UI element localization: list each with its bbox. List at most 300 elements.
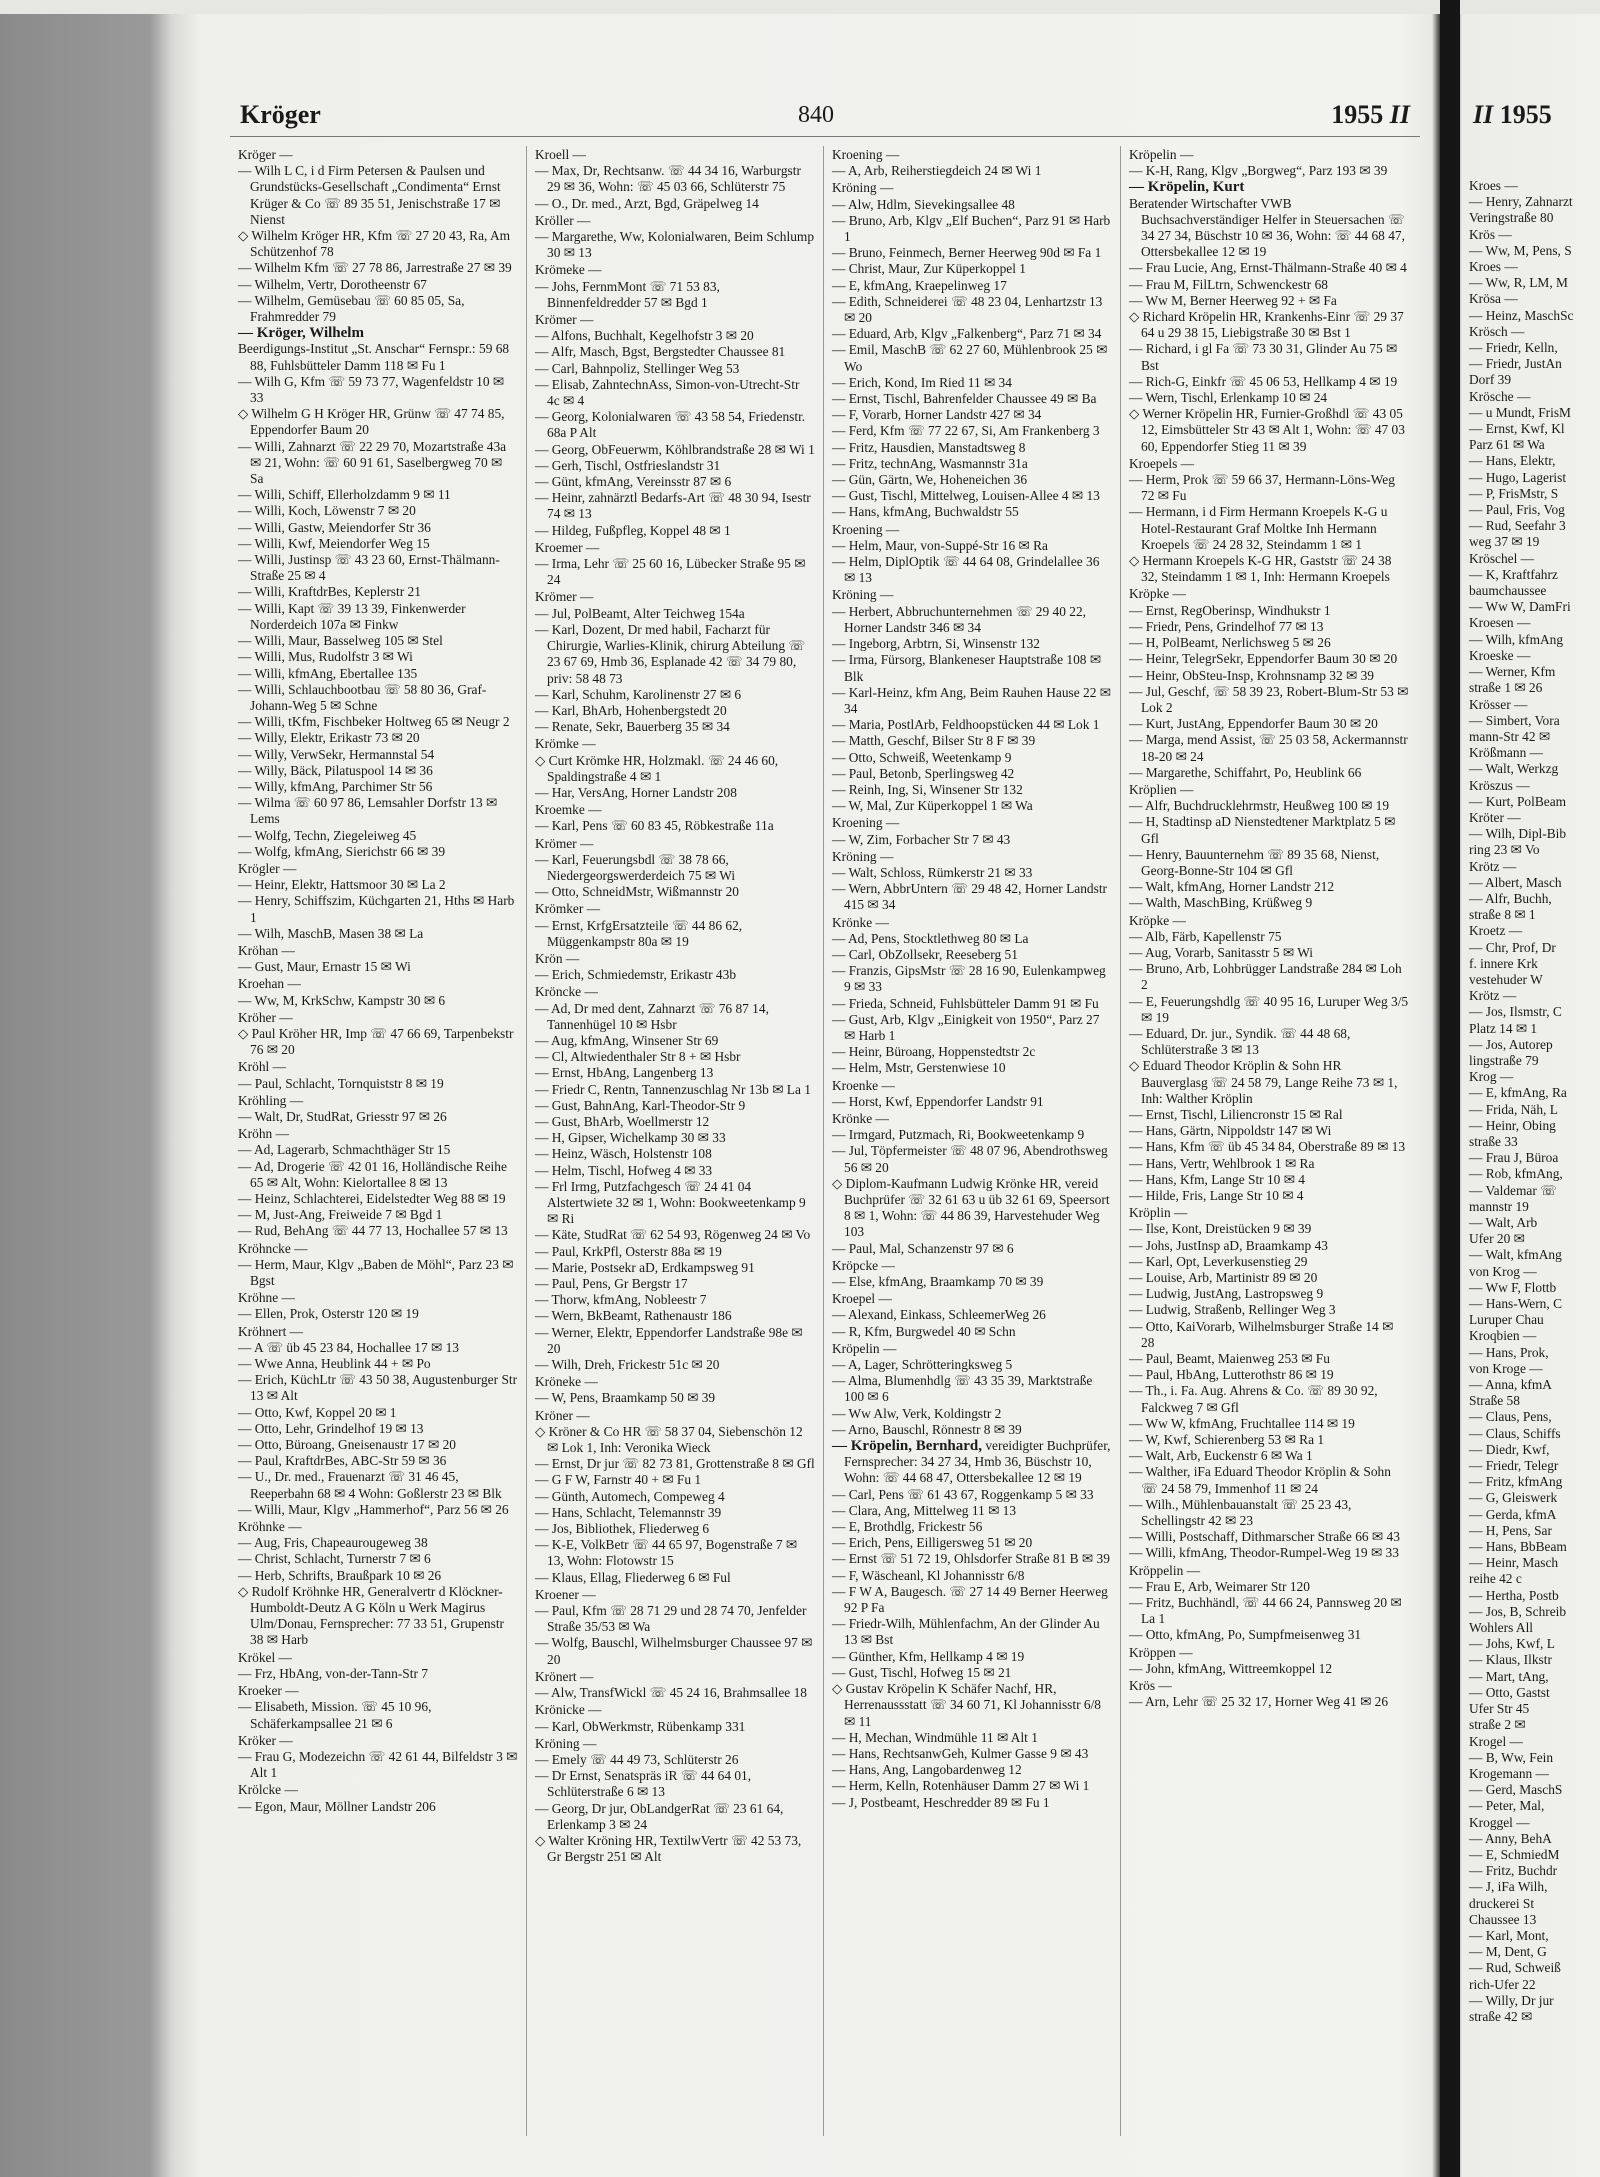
- directory-entry: — Willi, tKfm, Fischbeker Holtweg 65 ✉ Neugr 2: [238, 714, 510, 730]
- surname-heading: Kröppen —: [1129, 1644, 1193, 1660]
- directory-entry: — Wolfg, Bauschl, Wilhelmsburger Chaussee 97 ✉ 20: [535, 1635, 813, 1667]
- facing-page-line: — Gerd, MaschS: [1469, 1782, 1563, 1798]
- surname-heading: Krönke —: [832, 1110, 889, 1126]
- directory-entry: — Ww W, kfmAng, Fruchtallee 114 ✉ 19: [1129, 1415, 1355, 1431]
- directory-entry: — Wilh, MaschB, Masen 38 ✉ La: [238, 925, 424, 941]
- directory-entry: — Willi, Mus, Rudolfstr 3 ✉ Wi: [238, 649, 413, 665]
- facing-page-line: Krogemann —: [1469, 1765, 1549, 1781]
- directory-entry: — Willi, Kwf, Meiendorfer Weg 15: [238, 535, 430, 551]
- directory-entry: — Otto, SchneidMstr, Wißmannstr 20: [535, 884, 739, 900]
- facing-page-line: — Diedr, Kwf,: [1469, 1441, 1550, 1457]
- surname-heading: Kroehan —: [238, 976, 301, 992]
- column-1: [230, 146, 527, 2136]
- directory-entry: — Herbert, Abbruchunternehmen ☏ 29 40 22, Horner Landstr 346 ✉ 34: [832, 603, 1086, 635]
- facing-page-line: Platz 14 ✉ 1: [1469, 1020, 1538, 1036]
- directory-entry: — Heinz, Wäsch, Holstenstr 108: [535, 1146, 712, 1162]
- directory-entry: — A ☏ üb 45 23 84, Hochallee 17 ✉ 13: [238, 1339, 459, 1355]
- facing-page-line: — B, Ww, Fein: [1469, 1749, 1554, 1765]
- directory-entry: — A, Arb, Reiherstiegdeich 24 ✉ Wi 1: [832, 163, 1042, 179]
- directory-entry: — Willi, Zahnarzt ☏ 22 29 70, Mozartstraße 43a ✉ 21, Wohn: ☏ 60 91 61, Saselbergweg 70 ✉ Sa: [238, 438, 507, 487]
- directory-entry: — Walt, Arb, Euckenstr 6 ✉ Wa 1: [1129, 1448, 1313, 1464]
- directory-entry: — Hans, RechtsanwGeh, Kulmer Gasse 9 ✉ 43: [832, 1745, 1089, 1761]
- facing-page-line: — Claus, Pens,: [1469, 1409, 1552, 1425]
- directory-entry: ◇ Kröner & Co HR ☏ 58 37 04, Siebenschön 12 ✉ Lok 1, Inh: Veronika Wieck: [535, 1423, 803, 1456]
- surname-heading: Kroener —: [535, 1586, 596, 1602]
- facing-page-line: — Mart, tAng,: [1469, 1668, 1549, 1684]
- directory-entry: — Ernst ☏ 51 72 19, Ohlsdorfer Straße 81 B ✉ 39: [832, 1551, 1110, 1567]
- directory-entry: — Emil, MaschB ☏ 62 27 60, Mühlenbrook 25 ✉ Wo: [832, 342, 1108, 374]
- directory-entry: — Heinr, zahnärztl Bedarfs-Art ☏ 48 30 94, Isestr 74 ✉ 13: [535, 490, 811, 522]
- running-head-name: Kröger: [240, 100, 321, 129]
- facing-page-line: — H, Pens, Sar: [1469, 1522, 1552, 1538]
- directory-entry: — Helm, DiplOptik ☏ 44 64 08, Grindelallee 36 ✉ 13: [832, 554, 1100, 586]
- directory-entry: — Edith, Schneiderei ☏ 48 23 04, Lenhartzstr 13 ✉ 20: [832, 293, 1103, 326]
- directory-entry: — Paul, KrkPfl, Osterstr 88a ✉ 19: [535, 1243, 722, 1259]
- directory-entry: — Hans, Ang, Langobardenweg 12: [832, 1762, 1022, 1778]
- directory-entry: — Margarethe, Schiffahrt, Po, Heublink 66: [1129, 764, 1362, 780]
- surname-heading: Kröncke —: [535, 984, 598, 1000]
- facing-page-line: — Friedr, JustAn: [1469, 356, 1562, 372]
- facing-page-line: — Wilh, kfmAng: [1469, 631, 1564, 647]
- directory-entry: — Else, kfmAng, Braamkamp 70 ✉ 39: [832, 1274, 1044, 1290]
- facing-page-line: straße 2 ✉: [1469, 1717, 1526, 1733]
- facing-page-line: — Claus, Schiffs: [1469, 1425, 1561, 1441]
- directory-entry: — Alma, Blumenhdlg ☏ 43 35 39, Marktstraße 100 ✉ 6: [832, 1373, 1093, 1405]
- directory-entry: — Wilh, Dreh, Frickestr 51c ✉ 20: [535, 1357, 720, 1373]
- directory-entry: — H, PolBeamt, Nerlichsweg 5 ✉ 26: [1129, 635, 1331, 651]
- directory-entry: — Karl, Pens ☏ 60 83 45, Röbkestraße 11a: [535, 818, 774, 834]
- directory-entry: — Hans, Schlacht, Telemannstr 39: [535, 1504, 722, 1520]
- directory-entry: — Ernst, Tischl, Bahrenfelder Chaussee 49 ✉ Ba: [832, 391, 1097, 407]
- facing-page-line: Wohlers All: [1469, 1620, 1534, 1636]
- facing-page-line: Kröschel —: [1469, 550, 1535, 566]
- directory-entry: — R, Kfm, Burgwedel 40 ✉ Schn: [832, 1323, 1016, 1339]
- directory-entry: — Willy, kfmAng, Parchimer Str 56: [238, 778, 433, 794]
- facing-page-line: — Rud, Seefahr 3: [1469, 518, 1566, 534]
- directory-entry: — Karl, ObWerkmstr, Rübenkamp 331: [535, 1718, 746, 1734]
- directory-entry: — Henry, Bauunternehm ☏ 89 35 68, Nienst, Georg-Bonne-Str 104 ✉ Gfl: [1129, 846, 1380, 878]
- facing-page-line: — Rud, Schweiß: [1469, 1960, 1561, 1976]
- facing-page-line: Kroesen —: [1469, 615, 1531, 631]
- directory-entry: — Karl, Feuerungsbdl ☏ 38 78 66, Niedergeorgswerderdeich 75 ✉ Wi: [535, 851, 736, 883]
- directory-entry: — Günt, kfmAng, Vereinsstr 87 ✉ 6: [535, 474, 732, 490]
- directory-entry: — Ad, Dr med dent, Zahnarzt ☏ 76 87 14, Tannenhügel 10 ✉ Hsbr: [535, 1000, 769, 1032]
- facing-page-line: — Jos, Autorep: [1469, 1036, 1553, 1052]
- surname-heading: Krönert —: [535, 1668, 594, 1684]
- directory-entry: — H, Gipser, Wichelkamp 30 ✉ 33: [535, 1130, 726, 1146]
- directory-entry: — Ww M, Berner Heerweg 92 + ✉ Fa: [1129, 292, 1337, 308]
- facing-page-line: Krötz —: [1469, 858, 1517, 874]
- facing-page-line: Krößmann —: [1469, 745, 1544, 761]
- facing-page-line: — Heinr, Obing: [1469, 1117, 1556, 1133]
- facing-page-line: Chaussee 13: [1469, 1911, 1537, 1927]
- directory-entry: — Willi, Postschaff, Dithmarscher Straße 66 ✉ 43: [1129, 1529, 1400, 1545]
- directory-entry: — Rich-G, Einkfr ☏ 45 06 53, Hellkamp 4 ✉ 19: [1129, 373, 1398, 389]
- surname-heading: Krömer —: [535, 835, 594, 851]
- directory-entry: — Willy, Elektr, Erikastr 73 ✉ 20: [238, 730, 420, 746]
- directory-entry: ◇ Paul Kröher HR, Imp ☏ 47 66 69, Tarpenbekstr 76 ✉ 20: [238, 1025, 514, 1058]
- directory-entry: — Elisab, ZahntechnAss, Simon-von-Utrecht-Str 4c ✉ 4: [535, 376, 800, 409]
- facing-page-line: Krösser —: [1469, 696, 1528, 712]
- surname-heading: Krönke —: [832, 914, 889, 930]
- facing-page-line: Krog —: [1469, 1069, 1514, 1085]
- directory-entry: — Frau M, FilLtrn, Schwenckestr 68: [1129, 276, 1328, 292]
- facing-page-line: — K, Kraftfahrz: [1469, 566, 1558, 582]
- directory-entry: ◇ Walter Kröning HR, TextilwVertr ☏ 42 53 73, Gr Bergstr 251 ✉ Alt: [535, 1832, 802, 1865]
- directory-entry: — Willy, Bäck, Pilatuspool 14 ✉ 36: [238, 762, 433, 778]
- directory-entry: — Heinz, Schlachterei, Eidelstedter Weg 88 ✉ 19: [238, 1191, 506, 1206]
- surname-heading: Kröning —: [832, 848, 894, 864]
- directory-entry: — Gün, Gärtn, We, Hoheneichen 36: [832, 472, 1028, 488]
- directory-entry: — Matth, Geschf, Bilser Str 8 F ✉ 39: [832, 733, 1036, 749]
- surname-heading: Kröning —: [832, 587, 894, 603]
- directory-entry: — Christ, Maur, Zur Küperkoppel 1: [832, 261, 1026, 277]
- directory-entry: — Wilhelm, Gemüsebau ☏ 60 85 05, Sa, Frahmredder 79: [238, 292, 465, 325]
- directory-entry: — Dr Ernst, Senatspräs iR ☏ 44 64 01, Schlüterstraße 6 ✉ 13: [535, 1768, 752, 1800]
- facing-page-line: Krötz —: [1469, 988, 1517, 1004]
- page-header: [230, 96, 1420, 137]
- directory-entry: — Hans, Kfm, Lange Str 10 ✉ 4: [1129, 1171, 1305, 1187]
- directory-entry: ◇ Wilhelm Kröger HR, Kfm ☏ 27 20 43, Ra, Am Schützenhof 78: [238, 228, 511, 260]
- directory-entry: — W, Pens, Braamkamp 50 ✉ 39: [535, 1390, 716, 1406]
- column-2: [527, 146, 824, 2136]
- facing-page-line: — Hans-Wern, C: [1469, 1296, 1563, 1312]
- facing-page-line: — Heinr, Masch: [1469, 1555, 1559, 1571]
- directory-entry: — A, Lager, Schrötteringksweg 5: [832, 1357, 1013, 1373]
- directory-entry: — Käte, StudRat ☏ 62 54 93, Rögenweg 24 ✉ Vo: [535, 1227, 811, 1243]
- facing-page-line: — Anny, BehA: [1469, 1830, 1552, 1846]
- facing-page-line: — Rob, kfmAng,: [1469, 1166, 1563, 1182]
- surname-heading: Kroening —: [832, 521, 900, 537]
- directory-entry: — Ernst, Dr jur ☏ 82 73 81, Grottenstraße 8 ✉ Gfl: [535, 1456, 815, 1472]
- directory-entry: — Ilse, Kont, Dreistücken 9 ✉ 39: [1129, 1221, 1312, 1237]
- surname-heading: Kröplin —: [1129, 1205, 1188, 1221]
- facing-page-line: Krös —: [1469, 226, 1512, 242]
- facing-page-line: Krösa —: [1469, 291, 1518, 307]
- directory-entry: — Frieda, Schneid, Fuhlsbütteler Damm 91 ✉ Fu: [832, 995, 1099, 1011]
- directory-entry: — Willi, Maur, Basselweg 105 ✉ Stel: [238, 633, 443, 649]
- surname-heading: Kroenke —: [832, 1077, 895, 1093]
- directory-entry: — Paul, Mal, Schanzenstr 97 ✉ 6: [832, 1240, 1014, 1256]
- directory-entry: — K-E, VolkBetr ☏ 44 65 97, Bogenstraße 7 ✉ 13, Wohn: Flotowstr 15: [535, 1537, 798, 1569]
- directory-entry: — Herm, Maur, Klgv „Baben de Möhl“, Parz 23 ✉ Bgst: [238, 1256, 514, 1289]
- directory-entry: — Willi, KraftdrBes, Keplerstr 21: [238, 584, 421, 600]
- directory-entry: — Marga, mend Assist, ☏ 25 03 58, Ackermannstr 18-20 ✉ 24: [1129, 732, 1408, 764]
- directory-entry: — Wern, BkBeamt, Rathenaustr 186: [535, 1308, 732, 1324]
- directory-entry: — Horst, Kwf, Eppendorfer Landstr 91: [832, 1093, 1044, 1109]
- directory-entry: — Bruno, Arb, Klgv „Elf Buchen“, Parz 91 ✉ Harb 1: [832, 212, 1111, 245]
- directory-entry: — Friedr, Pens, Grindelhof 77 ✉ 13: [1129, 618, 1324, 634]
- directory-entry: — Hildeg, Fußpfleg, Koppel 48 ✉ 1: [535, 522, 731, 538]
- directory-entry: — Gust, Tischl, Mittelweg, Louisen-Allee 4 ✉ 13: [832, 488, 1100, 504]
- directory-entry: — Irmgard, Putzmach, Ri, Bookweetenkamp 9: [832, 1127, 1085, 1143]
- surname-heading: Kröpcke —: [832, 1257, 895, 1273]
- facing-page-line: Kröszus —: [1469, 777, 1530, 793]
- facing-page-line: — Hans, Elektr,: [1469, 453, 1556, 469]
- directory-entry: — Wwe Anna, Heublink 44 + ✉ Po: [238, 1356, 431, 1372]
- directory-entry: — Georg, ObFeuerwm, Köhlbrandstraße 28 ✉ Wi 1: [535, 441, 815, 457]
- facing-page-line: Kroes —: [1469, 178, 1518, 193]
- directory-entry: — Alexand, Einkass, SchleemerWeg 26: [832, 1307, 1046, 1323]
- directory-entry: — Ernst, Tischl, Liliencronstr 15 ✉ Ral: [1129, 1106, 1343, 1122]
- surname-heading: Kröneke —: [535, 1374, 598, 1390]
- page-number: 840: [798, 102, 834, 128]
- directory-entry: — Ad, Drogerie ☏ 42 01 16, Holländische Reihe 65 ✉ Alt, Wohn: Kielortallee 8 ✉ 13: [238, 1158, 507, 1190]
- directory-entry: — Paul, Pens, Gr Bergstr 17: [535, 1276, 688, 1292]
- facing-page-line: mann-Str 42 ✉: [1469, 728, 1551, 744]
- facing-page-lines: [1469, 178, 1600, 2025]
- facing-page-line: druckerei St: [1469, 1895, 1535, 1911]
- directory-entry: ◇ Richard Kröpelin HR, Krankenhs-Einr ☏ 29 37 64 u 29 38 15, Liebigstraße 30 ✉ Bst 1: [1129, 309, 1404, 341]
- facing-page-line: — P, FrisMstr, S: [1469, 485, 1559, 501]
- directory-entry: — Kröger, Wilhelm: [238, 325, 364, 342]
- surname-heading: Kröpelin —: [1129, 147, 1194, 162]
- directory-entry: Beerdigungs-Institut „St. Anschar“ Fernspr.: 59 68 88, Fuhlsbütteler Damm 118 ✉ Fu 1: [238, 341, 510, 373]
- directory-entry: — Johs, JustInsp aD, Braamkamp 43: [1129, 1237, 1328, 1253]
- directory-entry: — Rud, BehAng ☏ 44 77 13, Hochallee 57 ✉ 13: [238, 1223, 508, 1239]
- directory-entry: — Herb, Schrifts, Braußpark 10 ✉ 26: [238, 1567, 442, 1583]
- directory-entry: — K-H, Rang, Klgv „Borgweg“, Parz 193 ✉ 39: [1129, 163, 1388, 179]
- directory-entry: — E, Brothdlg, Frickestr 56: [832, 1519, 983, 1535]
- directory-entry: — Paul, KraftdrBes, ABC-Str 59 ✉ 36: [238, 1453, 447, 1469]
- directory-entry: — Arn, Lehr ☏ 25 32 17, Horner Weg 41 ✉ 26: [1129, 1694, 1389, 1710]
- facing-page-line: — Willy, Dr jur: [1469, 1992, 1554, 2008]
- facing-page-line: — Kurt, PolBeam: [1469, 793, 1567, 809]
- surname-heading: Kröplien —: [1129, 781, 1194, 797]
- facing-page-line: baumchaussee: [1469, 583, 1547, 599]
- directory-entry: — Wilhelm Kfm ☏ 27 78 86, Jarrestraße 27 ✉ 39: [238, 260, 512, 276]
- facing-page-line: — Fritz, Buchdr: [1469, 1863, 1558, 1879]
- directory-entry: — E, Feuerungshdlg ☏ 40 95 16, Luruper Weg 3/5 ✉ 19: [1129, 993, 1409, 1025]
- directory-entry: — Paul, Schlacht, Tornquiststr 8 ✉ 19: [238, 1075, 444, 1091]
- facing-page-line: — Frida, Näh, L: [1469, 1101, 1558, 1117]
- directory-entry: — Clara, Ang, Mittelweg 11 ✉ 13: [832, 1502, 1017, 1518]
- facing-page-strip: [1465, 96, 1600, 2156]
- surname-heading: Kröhne —: [238, 1290, 295, 1306]
- directory-entry: — Alw, TransfWickl ☏ 45 24 16, Brahmsallee 18: [535, 1685, 807, 1701]
- directory-entry: — Gust, Tischl, Hofweg 15 ✉ 21: [832, 1664, 1012, 1680]
- directory-entry: — Kröpelin, Bernhard, vereidigter Buchprüfer, Fernsprecher: 34 27 34, Hmb 36, Büschstr 10, Wohn: ☏ 44 68 47, Ottersbekallee 12 ✉ 19: [832, 1438, 1111, 1486]
- column-3: [824, 146, 1121, 2136]
- directory-entry: — Frau E, Arb, Weimarer Str 120: [1129, 1578, 1310, 1594]
- facing-page-line: — Hertha, Postb: [1469, 1587, 1559, 1603]
- surname-heading: Krös —: [1129, 1678, 1172, 1694]
- surname-heading: Kröher —: [238, 1009, 293, 1025]
- facing-page-line: — Valdemar ☏: [1469, 1182, 1557, 1198]
- surname-heading: Krömer —: [535, 312, 594, 328]
- directory-entry: — Christ, Schlacht, Turnerstr 7 ✉ 6: [238, 1551, 431, 1567]
- directory-entry: — Fritz, Buchhändl, ☏ 44 66 24, Pannsweg 20 ✉ La 1: [1129, 1595, 1402, 1627]
- facing-page-line: lingstraße 79: [1469, 1052, 1539, 1068]
- facing-page-line: — Hans, BbBeam: [1469, 1539, 1567, 1555]
- directory-entry: — Helm, Mstr, Gerstenwiese 10: [832, 1060, 1006, 1076]
- directory-entry: — Henry, Schiffszim, Küchgarten 21, Hths ✉ Harb 1: [238, 893, 515, 925]
- facing-page-line: — Ww, R, LM, M: [1469, 275, 1568, 291]
- surname-heading: Kröhncke —: [238, 1240, 308, 1256]
- facing-page-line: von Krog —: [1469, 1263, 1537, 1279]
- directory-entry: — Alw, Hdlm, Sievekingsallee 48: [832, 196, 1015, 212]
- directory-entry: — Willi, kfmAng, Theodor-Rumpel-Weg 19 ✉ 33: [1129, 1545, 1399, 1561]
- directory-entry: — Richard, i gl Fa ☏ 73 30 31, Glinder Au 75 ✉ Bst: [1129, 341, 1398, 373]
- directory-entry: — Ernst, RegOberinsp, Windhukstr 1: [1129, 602, 1331, 618]
- facing-page-line: — Paul, Fris, Vog: [1469, 502, 1565, 518]
- directory-entry: — Kröpelin, Kurt: [1129, 179, 1245, 196]
- surname-heading: Kröhan —: [238, 942, 295, 958]
- directory-entry: — Renate, Sekr, Bauerberg 35 ✉ 34: [535, 719, 730, 735]
- directory-entry: — Wilh G, Kfm ☏ 59 73 77, Wagenfeldstr 10 ✉ 33: [238, 373, 505, 406]
- directory-entry: — Th., i. Fa. Aug. Ahrens & Co. ☏ 89 30 92, Falckweg 7 ✉ Gfl: [1129, 1383, 1378, 1415]
- directory-entry: — Herm, Prok ☏ 59 66 37, Hermann-Löns-Weg 72 ✉ Fu: [1129, 472, 1395, 504]
- directory-entry: — Frl Irmg, Putzfachgesch ☏ 24 41 04 Alstertwiete 32 ✉ 1, Wohn: Bookweetenkamp 9 ✉ Ri: [535, 1178, 806, 1227]
- directory-entry: — Ernst, KrfgErsatzteile ☏ 44 86 62, Müggenkampstr 80a ✉ 19: [535, 917, 743, 949]
- facing-page-line: — Johs, Kwf, L: [1469, 1636, 1555, 1652]
- facing-page-line: — Alfr, Buchh,: [1469, 890, 1552, 906]
- facing-page-line: — Wilh, Dipl-Bib: [1469, 826, 1567, 842]
- directory-entry: — Hans, Gärtn, Nippoldstr 147 ✉ Wi: [1129, 1123, 1332, 1139]
- directory-entry: — Alb, Färb, Kapellenstr 75: [1129, 928, 1282, 944]
- directory-entry: — Cl, Altwiedenthaler Str 8 + ✉ Hsbr: [535, 1049, 741, 1065]
- directory-entry: — Erich, KüchLtr ☏ 43 50 38, Augustenburger Str 13 ✉ Alt: [238, 1372, 518, 1404]
- facing-page-line: — Ww, M, Pens, S: [1469, 242, 1572, 258]
- surname-heading: Kröning —: [535, 1735, 597, 1751]
- directory-entry: — F, Vorarb, Horner Landstr 427 ✉ 34: [832, 407, 1042, 423]
- directory-entry: — Wilma ☏ 60 97 86, Lemsahler Dorfstr 13 ✉ Lems: [238, 795, 498, 827]
- facing-page-line: — Heinz, MaschSc: [1469, 307, 1574, 323]
- directory-entry: — Wolfg, kfmAng, Sierichstr 66 ✉ 39: [238, 843, 446, 859]
- directory-entry: — Walt, Schloss, Rümkerstr 21 ✉ 33: [832, 864, 1033, 880]
- directory-entry: — Aug, Fris, Chapeaurougeweg 38: [238, 1535, 428, 1551]
- directory-entry: — Gust, BhArb, Woellmerstr 12: [535, 1113, 710, 1129]
- directory-entry: — Otto, kfmAng, Po, Sumpfmeisenweg 31: [1129, 1627, 1362, 1643]
- directory-entry: ◇ Hermann Kroepels K-G HR, Gaststr ☏ 24 38 32, Steindamm 1 ✉ 1, Inh: Hermann Kroepels: [1129, 553, 1392, 585]
- facing-page-line: straße 1 ✉ 26: [1469, 680, 1543, 696]
- facing-page-line: straße 33: [1469, 1133, 1518, 1149]
- directory-entry: — Irma, Lehr ☏ 25 60 16, Lübecker Straße 95 ✉ 24: [535, 556, 806, 588]
- directory-entry: ◇ Diplom-Kaufmann Ludwig Krönke HR, vereid Buchprüfer ☏ 32 61 63 u üb 32 61 69, Speersort 8 ✉ 1, Wohn: ☏ 44 86 39, Harvestehuder Weg 103: [832, 1175, 1110, 1240]
- surname-heading: Krömeke —: [535, 262, 602, 278]
- directory-entry: — Willi, Gastw, Meiendorfer Str 36: [238, 519, 431, 535]
- directory-entry: — U., Dr. med., Frauenarzt ☏ 31 46 45, Reeperbahn 68 ✉ 4 Wohn: Goßlerstr 23 ✉ Blk: [238, 1469, 502, 1501]
- surname-heading: Kröpke —: [1129, 586, 1186, 602]
- facing-page-header: II 1955: [1473, 100, 1552, 129]
- facing-page-line: rich-Ufer 22: [1469, 1976, 1536, 1992]
- directory-entry: — Helm, Maur, von-Suppé-Str 16 ✉ Ra: [832, 537, 1048, 553]
- surname-heading: Kröker —: [238, 1732, 293, 1748]
- directory-entry: — Walth, MaschBing, Krüßweg 9: [1129, 895, 1313, 911]
- directory-entry: — Werner, Elektr, Eppendorfer Landstraße 98e ✉ 20: [535, 1324, 803, 1356]
- facing-page-line: Ufer Str 45: [1469, 1701, 1530, 1717]
- directory-entry: ◇ Wilhelm G H Kröger HR, Grünw ☏ 47 74 85, Eppendorfer Baum 20: [238, 406, 505, 438]
- surname-heading: Kröhl —: [238, 1059, 286, 1075]
- directory-entry: — H, Stadtinsp aD Nienstedtener Marktplatz 5 ✉ Gfl: [1129, 814, 1396, 846]
- facing-page-line: Krösch —: [1469, 323, 1525, 339]
- directory-entry: — Günther, Kfm, Hellkamp 4 ✉ 19: [832, 1648, 1025, 1664]
- surname-heading: Krön —: [535, 950, 580, 966]
- directory-entry: — Willi, kfmAng, Ebertallee 135: [238, 665, 418, 681]
- directory-entry: — Hilde, Fris, Lange Str 10 ✉ 4: [1129, 1188, 1304, 1203]
- directory-entry: ◇ Werner Kröpelin HR, Furnier-Großhdl ☏ 43 05 12, Eimsbütteler Str 43 ✉ Alt 1, Wohn: ☏ 47 03 60, Eppendorfer Stieg 11 ✉ 39: [1129, 406, 1405, 454]
- facing-page-line: — Jos, B, Schreib: [1469, 1603, 1567, 1619]
- directory-entry: — Arno, Bauschl, Rönnestr 8 ✉ 39: [832, 1421, 1022, 1437]
- directory-entry: — Willi, Koch, Löwenstr 7 ✉ 20: [238, 503, 416, 519]
- directory-entry: — Willi, Schiff, Ellerholzdamm 9 ✉ 11: [238, 487, 451, 503]
- facing-page-line: Krogel —: [1469, 1733, 1523, 1749]
- surname-heading: Kröger —: [238, 147, 293, 162]
- directory-entry: — Frz, HbAng, von-der-Tann-Str 7: [238, 1665, 428, 1681]
- facing-page-line: — G, Gleiswerk: [1469, 1490, 1558, 1506]
- directory-entry: — E, kfmAng, Kraepelinweg 17: [832, 277, 1007, 293]
- book-gutter: [1440, 0, 1460, 2177]
- directory-entry: — Eduard, Arb, Klgv „Falkenberg“, Parz 71 ✉ 34: [832, 326, 1102, 342]
- facing-page-line: — Friedr, Telegr: [1469, 1458, 1559, 1474]
- facing-page-line: Kroes —: [1469, 259, 1518, 275]
- facing-page-line: von Kroge —: [1469, 1360, 1543, 1376]
- directory-entry: — Otto, Büroang, Gneisenaustr 17 ✉ 20: [238, 1437, 457, 1453]
- directory-entry: — W, Kwf, Schierenberg 53 ✉ Ra 1: [1129, 1432, 1325, 1448]
- facing-page-line: — Jos, Ilsmstr, C: [1469, 1004, 1562, 1020]
- directory-entry: — Paul, Betonb, Sperlingsweg 42: [832, 765, 1015, 781]
- surname-heading: Kröhn —: [238, 1126, 289, 1142]
- facing-page-line: — Walt, Arb: [1469, 1215, 1538, 1230]
- facing-page-line: Krösche —: [1469, 388, 1531, 404]
- directory-entry: — Otto, Schweiß, Weetenkamp 9: [832, 749, 1012, 765]
- surname-heading: Kröner —: [535, 1407, 590, 1423]
- facing-page-line: Kroetz —: [1469, 923, 1523, 939]
- facing-page-line: — Gerda, kfmA: [1469, 1506, 1557, 1522]
- directory-entry: — F W A, Baugesch. ☏ 27 14 49 Berner Heerweg 92 P Fa: [832, 1583, 1108, 1616]
- facing-page-line: — Walt, kfmAng: [1469, 1247, 1562, 1263]
- directory-entry: — Har, VersAng, Horner Landstr 208: [535, 784, 737, 800]
- directory-entry: — Hermann, i d Firm Hermann Kroepels K-G u Hotel-Restaurant Graf Moltke Inh Hermann Kroepels ☏ 24 28 32, Steindamm 1 ✉ 1: [1129, 504, 1388, 552]
- directory-entry: — Louise, Arb, Martinistr 89 ✉ 20: [1129, 1270, 1318, 1286]
- surname-heading: Krönicke —: [535, 1702, 602, 1718]
- directory-entry: — Marie, Postsekr aD, Erdkampsweg 91: [535, 1259, 755, 1275]
- directory-entry: — O., Dr. med., Arzt, Bgd, Gräpelweg 14: [535, 195, 759, 211]
- facing-page-line: Dorf 39: [1469, 372, 1512, 388]
- directory-entry: — Otto, KaiVorarb, Wilhelmsburger Straße 14 ✉ 28: [1129, 1318, 1394, 1350]
- directory-entry: — Heinr, TelegrSekr, Eppendorfer Baum 30 ✉ 20: [1129, 651, 1398, 667]
- directory-entry: — W, Zim, Forbacher Str 7 ✉ 43: [832, 831, 1011, 847]
- directory-entry: — Heinr, Elektr, Hattsmoor 30 ✉ La 2: [238, 877, 446, 893]
- surname-heading: Krölcke —: [238, 1782, 298, 1798]
- facing-page-line: Kroqbien —: [1469, 1328, 1537, 1344]
- facing-page-line: Kroeske —: [1469, 647, 1531, 663]
- directory-entry: — Karl, Dozent, Dr med habil, Facharzt für Chirurgie, Warlies-Klinik, chirurg Abteilung ☏ 23 67 69, Hmb 36, Esplanade 42 ☏ 34 79 80, priv: 58 48 73: [535, 621, 806, 686]
- facing-page-line: — Ww F, Flottb: [1469, 1279, 1557, 1295]
- directory-entry: — Bruno, Feinmech, Berner Heerweg 90d ✉ Fa 1: [832, 245, 1102, 261]
- directory-entry: — Kurt, JustAng, Eppendorfer Baum 30 ✉ 20: [1129, 716, 1378, 732]
- directory-entry: — Otto, Lehr, Grindelhof 19 ✉ 13: [238, 1420, 424, 1436]
- surname-heading: Kröhnke —: [238, 1519, 302, 1535]
- facing-page-line: Kröter —: [1469, 809, 1521, 825]
- facing-page-line: — Simbert, Vora: [1469, 712, 1560, 728]
- directory-entry: — Friedr C, Rentn, Tannenzuschlag Nr 13b ✉ La 1: [535, 1081, 811, 1097]
- directory-entry: — Egon, Maur, Möllner Landstr 206: [238, 1798, 436, 1814]
- directory-entry: — Emely ☏ 44 49 73, Schlüterstr 26: [535, 1751, 739, 1767]
- surname-heading: Kroepel —: [832, 1291, 892, 1307]
- facing-page-line: mannstr 19: [1469, 1198, 1529, 1214]
- directory-entry: — Herm, Kelln, Rotenhäuser Damm 27 ✉ Wi 1: [832, 1778, 1090, 1794]
- directory-entry: — Irma, Fürsorg, Blankeneser Hauptstraße 108 ✉ Blk: [832, 652, 1102, 684]
- facing-page-line: — E, kfmAng, Ra: [1469, 1085, 1567, 1101]
- directory-entry: — Aug, kfmAng, Winsener Str 69: [535, 1032, 719, 1048]
- facing-page-line: — Albert, Masch: [1469, 874, 1562, 890]
- facing-page-line: — Klaus, Ilkstr: [1469, 1652, 1552, 1668]
- directory-entry: — Karl, BhArb, Hohenbergstedt 20: [535, 702, 727, 718]
- directory-entry: — Ferd, Kfm ☏ 77 22 67, Si, Am Frankenberg 3: [832, 423, 1100, 439]
- directory-entry: — Fritz, Hausdien, Manstadtsweg 8: [832, 439, 1026, 455]
- directory-entry: — Paul, Beamt, Maienweg 253 ✉ Fu: [1129, 1351, 1330, 1367]
